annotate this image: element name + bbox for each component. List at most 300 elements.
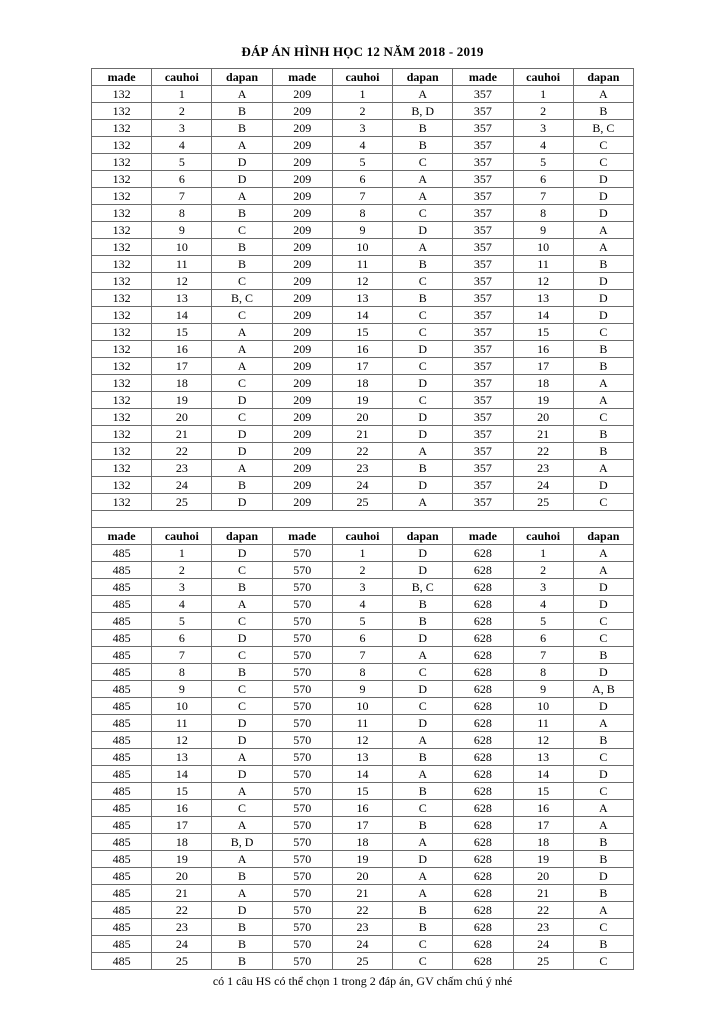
table-row [92, 273, 634, 290]
cell-answer: B [212, 579, 272, 596]
cell-made: 570 [272, 766, 332, 783]
cell-made: 485 [92, 562, 152, 579]
cell-made: 132 [92, 273, 152, 290]
cell-question-number: 22 [152, 902, 212, 919]
cell-question-number: 16 [152, 800, 212, 817]
table-row [92, 443, 634, 460]
cell-answer: B [573, 426, 633, 443]
cell-made: 628 [453, 613, 513, 630]
cell-made: 209 [272, 103, 332, 120]
cell-answer: D [393, 341, 453, 358]
table-row [92, 477, 634, 494]
cell-made: 209 [272, 307, 332, 324]
cell-made: 357 [453, 222, 513, 239]
cell-question-number: 25 [332, 953, 392, 970]
cell-answer: A [393, 171, 453, 188]
cell-made: 209 [272, 188, 332, 205]
cell-answer: D [573, 188, 633, 205]
cell-made: 357 [453, 307, 513, 324]
cell-made: 628 [453, 681, 513, 698]
table-row [92, 341, 634, 358]
table-row [92, 562, 634, 579]
cell-question-number: 17 [513, 817, 573, 834]
cell-made: 357 [453, 443, 513, 460]
cell-question-number: 21 [152, 885, 212, 902]
cell-question-number: 13 [513, 290, 573, 307]
cell-made: 209 [272, 222, 332, 239]
cell-made: 570 [272, 545, 332, 562]
cell-made: 132 [92, 120, 152, 137]
cell-answer: A [212, 324, 272, 341]
cell-answer: A [393, 834, 453, 851]
cell-made: 570 [272, 936, 332, 953]
table-row [92, 358, 634, 375]
cell-question-number: 7 [152, 647, 212, 664]
cell-answer: D [212, 392, 272, 409]
cell-question-number: 19 [152, 392, 212, 409]
cell-made: 628 [453, 545, 513, 562]
cell-made: 209 [272, 409, 332, 426]
cell-question-number: 5 [332, 154, 392, 171]
cell-answer: C [573, 613, 633, 630]
table-row [92, 885, 634, 902]
answer-table-top [92, 69, 634, 511]
cell-answer: D [573, 290, 633, 307]
cell-question-number: 21 [513, 885, 573, 902]
table-row [92, 766, 634, 783]
cell-question-number: 2 [152, 562, 212, 579]
column-header: dapan [393, 69, 453, 86]
cell-question-number: 17 [332, 358, 392, 375]
cell-question-number: 13 [332, 749, 392, 766]
cell-answer: B [393, 596, 453, 613]
cell-made: 628 [453, 936, 513, 953]
cell-answer: D [573, 868, 633, 885]
cell-made: 485 [92, 936, 152, 953]
table-row [92, 749, 634, 766]
cell-made: 485 [92, 902, 152, 919]
cell-question-number: 11 [152, 715, 212, 732]
cell-question-number: 10 [332, 239, 392, 256]
cell-answer: A [393, 494, 453, 511]
table-row [92, 834, 634, 851]
cell-made: 485 [92, 817, 152, 834]
cell-answer: D [212, 494, 272, 511]
cell-made: 570 [272, 681, 332, 698]
table-row [92, 188, 634, 205]
table-row [92, 290, 634, 307]
cell-made: 209 [272, 443, 332, 460]
cell-answer: A [393, 86, 453, 103]
cell-answer: C [393, 953, 453, 970]
cell-question-number: 22 [513, 443, 573, 460]
cell-made: 485 [92, 885, 152, 902]
cell-made: 357 [453, 256, 513, 273]
cell-answer: D [212, 545, 272, 562]
cell-made: 628 [453, 885, 513, 902]
cell-question-number: 23 [152, 460, 212, 477]
table-row [92, 664, 634, 681]
cell-question-number: 19 [332, 851, 392, 868]
table-row [92, 851, 634, 868]
table-row [92, 375, 634, 392]
cell-made: 570 [272, 902, 332, 919]
cell-answer: A [212, 817, 272, 834]
cell-made: 357 [453, 86, 513, 103]
cell-answer: D [393, 630, 453, 647]
cell-answer: C [212, 613, 272, 630]
cell-made: 570 [272, 698, 332, 715]
cell-answer: A [573, 800, 633, 817]
cell-made: 357 [453, 409, 513, 426]
cell-made: 209 [272, 324, 332, 341]
cell-made: 132 [92, 171, 152, 188]
cell-made: 209 [272, 375, 332, 392]
cell-made: 132 [92, 256, 152, 273]
cell-answer: B, C [212, 290, 272, 307]
cell-made: 485 [92, 732, 152, 749]
cell-made: 485 [92, 749, 152, 766]
column-header: dapan [212, 69, 272, 86]
cell-question-number: 7 [332, 647, 392, 664]
cell-made: 485 [92, 545, 152, 562]
cell-question-number: 5 [513, 613, 573, 630]
cell-question-number: 2 [513, 562, 573, 579]
table-row [92, 171, 634, 188]
cell-made: 628 [453, 630, 513, 647]
cell-made: 485 [92, 715, 152, 732]
cell-question-number: 22 [332, 443, 392, 460]
cell-answer: D [393, 562, 453, 579]
cell-question-number: 25 [152, 953, 212, 970]
cell-answer: C [573, 630, 633, 647]
cell-made: 357 [453, 188, 513, 205]
cell-question-number: 23 [152, 919, 212, 936]
table-spacer [92, 511, 634, 528]
cell-made: 628 [453, 868, 513, 885]
cell-question-number: 1 [332, 545, 392, 562]
cell-answer: C [393, 936, 453, 953]
cell-made: 132 [92, 239, 152, 256]
cell-answer: B [573, 732, 633, 749]
cell-question-number: 16 [513, 800, 573, 817]
cell-question-number: 11 [513, 715, 573, 732]
cell-answer: D [393, 426, 453, 443]
cell-question-number: 4 [152, 137, 212, 154]
cell-answer: D [393, 681, 453, 698]
cell-made: 485 [92, 851, 152, 868]
cell-made: 132 [92, 392, 152, 409]
cell-question-number: 24 [152, 477, 212, 494]
cell-answer: C [573, 919, 633, 936]
cell-answer: D [573, 307, 633, 324]
cell-question-number: 8 [513, 205, 573, 222]
cell-answer: B [393, 460, 453, 477]
cell-made: 357 [453, 171, 513, 188]
table-row [92, 545, 634, 562]
cell-answer: D [212, 426, 272, 443]
table-row [92, 460, 634, 477]
cell-question-number: 21 [332, 426, 392, 443]
cell-answer: B [212, 953, 272, 970]
table-row [92, 103, 634, 120]
cell-made: 570 [272, 664, 332, 681]
cell-made: 485 [92, 868, 152, 885]
cell-question-number: 3 [513, 120, 573, 137]
cell-question-number: 20 [152, 868, 212, 885]
cell-question-number: 13 [513, 749, 573, 766]
cell-made: 570 [272, 851, 332, 868]
cell-question-number: 15 [513, 783, 573, 800]
cell-answer: B [393, 613, 453, 630]
cell-made: 132 [92, 494, 152, 511]
cell-question-number: 18 [152, 375, 212, 392]
cell-answer: C [393, 664, 453, 681]
cell-question-number: 11 [513, 256, 573, 273]
cell-made: 132 [92, 137, 152, 154]
cell-question-number: 4 [332, 596, 392, 613]
cell-made: 209 [272, 477, 332, 494]
cell-made: 209 [272, 426, 332, 443]
cell-question-number: 8 [152, 205, 212, 222]
cell-made: 485 [92, 664, 152, 681]
cell-question-number: 25 [332, 494, 392, 511]
cell-answer: B [573, 647, 633, 664]
cell-question-number: 18 [513, 375, 573, 392]
cell-question-number: 3 [332, 579, 392, 596]
cell-answer: B [573, 103, 633, 120]
cell-made: 357 [453, 154, 513, 171]
cell-answer: C [573, 154, 633, 171]
cell-answer: C [573, 749, 633, 766]
cell-question-number: 20 [152, 409, 212, 426]
table-row [92, 205, 634, 222]
table-row [92, 239, 634, 256]
cell-answer: B [393, 817, 453, 834]
cell-answer: A [393, 766, 453, 783]
cell-question-number: 15 [152, 324, 212, 341]
cell-answer: B [573, 341, 633, 358]
cell-question-number: 3 [332, 120, 392, 137]
table-row [92, 154, 634, 171]
cell-question-number: 23 [332, 460, 392, 477]
cell-made: 132 [92, 205, 152, 222]
cell-made: 485 [92, 834, 152, 851]
cell-answer: B [393, 120, 453, 137]
cell-answer: D [212, 171, 272, 188]
cell-answer: B [212, 477, 272, 494]
cell-made: 485 [92, 681, 152, 698]
cell-question-number: 4 [513, 596, 573, 613]
cell-question-number: 18 [332, 375, 392, 392]
column-header: dapan [573, 69, 633, 86]
cell-question-number: 14 [152, 307, 212, 324]
cell-answer: A [573, 392, 633, 409]
cell-answer: A [212, 596, 272, 613]
cell-question-number: 23 [513, 460, 573, 477]
cell-question-number: 9 [152, 222, 212, 239]
cell-question-number: 15 [152, 783, 212, 800]
cell-answer: C [573, 494, 633, 511]
cell-question-number: 24 [513, 477, 573, 494]
column-header: dapan [212, 528, 272, 545]
cell-question-number: 13 [332, 290, 392, 307]
cell-answer: D [212, 154, 272, 171]
cell-answer: A [573, 715, 633, 732]
answer-table-bottom [92, 528, 634, 970]
column-header: cauhoi [152, 528, 212, 545]
cell-answer: B [212, 120, 272, 137]
cell-answer: D [393, 222, 453, 239]
cell-answer: D [393, 375, 453, 392]
answer-key-table [91, 68, 634, 970]
cell-made: 570 [272, 647, 332, 664]
cell-question-number: 1 [152, 86, 212, 103]
cell-answer: B [393, 919, 453, 936]
cell-made: 357 [453, 375, 513, 392]
cell-question-number: 6 [332, 630, 392, 647]
cell-made: 132 [92, 103, 152, 120]
cell-answer: B [212, 664, 272, 681]
cell-answer: B, D [212, 834, 272, 851]
cell-made: 209 [272, 256, 332, 273]
cell-answer: C [212, 222, 272, 239]
cell-made: 357 [453, 290, 513, 307]
cell-made: 209 [272, 120, 332, 137]
cell-question-number: 14 [513, 766, 573, 783]
cell-made: 209 [272, 273, 332, 290]
cell-question-number: 7 [513, 188, 573, 205]
cell-question-number: 9 [513, 681, 573, 698]
cell-answer: D [212, 630, 272, 647]
cell-question-number: 23 [332, 919, 392, 936]
table-row [92, 800, 634, 817]
table-row [92, 86, 634, 103]
cell-answer: C [393, 154, 453, 171]
cell-made: 570 [272, 885, 332, 902]
cell-answer: D [573, 664, 633, 681]
cell-question-number: 19 [513, 392, 573, 409]
cell-question-number: 10 [513, 239, 573, 256]
table-row [92, 817, 634, 834]
cell-made: 132 [92, 154, 152, 171]
cell-made: 570 [272, 613, 332, 630]
cell-question-number: 3 [513, 579, 573, 596]
cell-question-number: 15 [332, 783, 392, 800]
cell-answer: D [212, 443, 272, 460]
cell-question-number: 10 [152, 239, 212, 256]
cell-answer: C [573, 409, 633, 426]
table-row [92, 953, 634, 970]
cell-question-number: 8 [332, 205, 392, 222]
cell-question-number: 12 [332, 732, 392, 749]
cell-question-number: 5 [513, 154, 573, 171]
cell-made: 357 [453, 460, 513, 477]
cell-made: 485 [92, 953, 152, 970]
cell-made: 628 [453, 596, 513, 613]
cell-answer: B [393, 902, 453, 919]
cell-question-number: 21 [332, 885, 392, 902]
cell-question-number: 24 [332, 936, 392, 953]
cell-made: 628 [453, 817, 513, 834]
cell-answer: C [573, 953, 633, 970]
cell-question-number: 2 [152, 103, 212, 120]
column-header: cauhoi [152, 69, 212, 86]
cell-made: 628 [453, 647, 513, 664]
cell-answer: C [212, 409, 272, 426]
cell-made: 132 [92, 324, 152, 341]
cell-question-number: 3 [152, 120, 212, 137]
cell-made: 209 [272, 494, 332, 511]
page-title: ĐÁP ÁN HÌNH HỌC 12 NĂM 2018 - 2019 [241, 44, 484, 59]
column-header: dapan [573, 528, 633, 545]
cell-question-number: 20 [513, 868, 573, 885]
cell-question-number: 24 [152, 936, 212, 953]
table-row [92, 494, 634, 511]
cell-answer: A [212, 783, 272, 800]
cell-answer: A, B [573, 681, 633, 698]
table-row [92, 307, 634, 324]
cell-question-number: 19 [332, 392, 392, 409]
cell-question-number: 22 [152, 443, 212, 460]
cell-question-number: 9 [332, 222, 392, 239]
column-header: made [272, 69, 332, 86]
header-row [92, 528, 634, 545]
cell-question-number: 14 [513, 307, 573, 324]
cell-made: 209 [272, 205, 332, 222]
cell-made: 132 [92, 341, 152, 358]
cell-answer: C [393, 800, 453, 817]
cell-answer: D [573, 698, 633, 715]
cell-question-number: 1 [152, 545, 212, 562]
spacer-row [92, 511, 634, 528]
cell-made: 357 [453, 477, 513, 494]
table-row [92, 579, 634, 596]
cell-answer: D [573, 766, 633, 783]
cell-answer: A [393, 188, 453, 205]
cell-made: 628 [453, 783, 513, 800]
table-row [92, 732, 634, 749]
cell-made: 132 [92, 307, 152, 324]
cell-made: 628 [453, 800, 513, 817]
cell-made: 628 [453, 766, 513, 783]
cell-answer: C [573, 137, 633, 154]
cell-question-number: 6 [332, 171, 392, 188]
table-row [92, 868, 634, 885]
cell-question-number: 10 [332, 698, 392, 715]
cell-answer: B [573, 936, 633, 953]
cell-made: 570 [272, 630, 332, 647]
table-row [92, 613, 634, 630]
cell-made: 132 [92, 409, 152, 426]
cell-question-number: 25 [152, 494, 212, 511]
cell-answer: D [573, 579, 633, 596]
cell-made: 628 [453, 664, 513, 681]
cell-question-number: 20 [332, 868, 392, 885]
cell-made: 570 [272, 817, 332, 834]
cell-answer: D [573, 273, 633, 290]
cell-answer: A [393, 732, 453, 749]
cell-question-number: 7 [513, 647, 573, 664]
cell-made: 628 [453, 851, 513, 868]
cell-answer: B, C [393, 579, 453, 596]
cell-made: 628 [453, 834, 513, 851]
cell-answer: B [393, 256, 453, 273]
cell-question-number: 17 [152, 358, 212, 375]
cell-question-number: 9 [513, 222, 573, 239]
cell-answer: D [212, 715, 272, 732]
cell-answer: B, D [393, 103, 453, 120]
